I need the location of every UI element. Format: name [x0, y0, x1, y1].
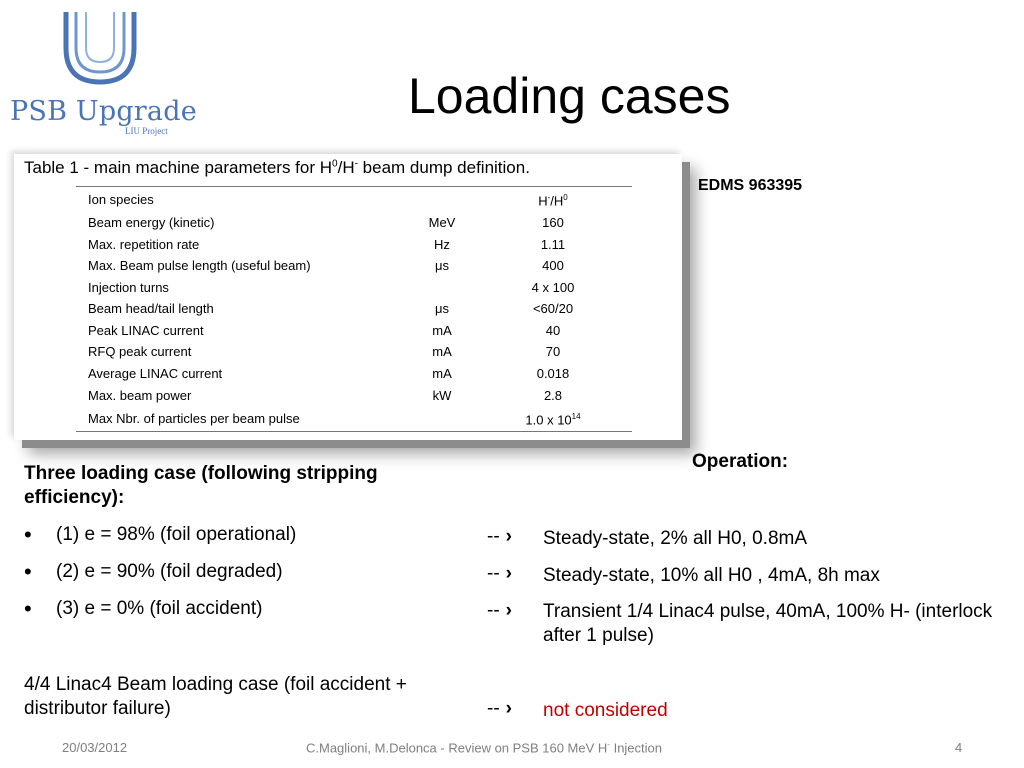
- table-row: [76, 363, 632, 385]
- parameter-value: 4 x 100: [531, 279, 575, 295]
- parameter-value: $H^-/H^0$: [538, 193, 568, 209]
- parameter-unit: [410, 187, 474, 212]
- table-row: [76, 212, 632, 234]
- parameter-unit: mA: [432, 322, 452, 338]
- chevron-right-icon: ›: [505, 698, 512, 719]
- parameter-table: [76, 186, 632, 432]
- dash-icon: --: [487, 563, 500, 584]
- logo-subtitle: LIU Project: [125, 126, 168, 136]
- edms-reference: EDMS 963395: [698, 177, 803, 194]
- psb-upgrade-logo: [8, 8, 197, 138]
- logo-name: PSB Upgrade: [10, 96, 197, 127]
- footer-date: 20/03/2012: [62, 740, 128, 755]
- table-row: [76, 385, 632, 407]
- four-quarter-case: 4/4 Linac4 Beam loading case (foil accident + distributor failure): [24, 674, 407, 719]
- parameter-unit: μs: [435, 301, 449, 317]
- case-text: (2) e = 90% (foil degraded): [56, 561, 283, 582]
- parameter-unit: [410, 406, 474, 431]
- parameter-name: Peak LINAC current: [88, 322, 204, 338]
- table-row: [76, 320, 632, 342]
- parameter-value: 0.018: [536, 366, 570, 382]
- operation-text-1: Steady-state, 2% all H0, 0.8mA: [543, 528, 808, 549]
- arrow-1: [487, 525, 512, 549]
- logo-u-icon: [60, 8, 140, 88]
- parameter-value: 40: [545, 322, 561, 338]
- parameter-name: Max Nbr. of particles per beam pulse: [88, 410, 300, 426]
- footer-page-number: 4: [955, 740, 963, 755]
- operation-text-3: Transient 1/4 Linac4 pulse, 40mA, 100% H- (interlock after 1 pulse): [543, 601, 993, 646]
- parameter-value: <60/20: [532, 301, 574, 317]
- dash-icon: --: [487, 698, 500, 719]
- parameter-name: Ion species: [88, 191, 154, 207]
- table-row: [76, 187, 632, 212]
- arrow-3: [487, 599, 512, 623]
- parameter-value: 400: [542, 258, 564, 274]
- table-row: [76, 406, 632, 431]
- parameter-name: Max. Beam pulse length (useful beam): [88, 258, 311, 274]
- parameter-table-image: [14, 154, 682, 440]
- page-title: Loading cases: [408, 68, 731, 124]
- not-considered-text: not considered: [543, 700, 668, 721]
- parameter-unit: mA: [432, 366, 452, 382]
- parameter-name: Injection turns: [88, 279, 169, 295]
- loading-cases-heading: Three loading case (following stripping efficiency):: [24, 463, 378, 508]
- parameter-unit: [410, 277, 474, 299]
- parameter-unit: Hz: [434, 236, 450, 252]
- parameter-value: 70: [545, 344, 561, 360]
- table-row: [76, 277, 632, 299]
- case-text: (1) e = 98% (foil operational): [56, 524, 297, 545]
- table-row: [76, 341, 632, 363]
- parameter-unit: mA: [432, 344, 452, 360]
- bullet-icon: •: [24, 596, 32, 621]
- parameter-name: Average LINAC current: [88, 366, 223, 382]
- table-row: [76, 298, 632, 320]
- parameter-unit: MeV: [428, 214, 456, 230]
- operation-text-2: Steady-state, 10% all H0 , 4mA, 8h max: [543, 565, 880, 586]
- table-row: [76, 234, 632, 256]
- parameter-unit: kW: [432, 387, 452, 403]
- bullet-icon: •: [24, 522, 32, 547]
- parameter-name: Beam head/tail length: [88, 301, 214, 317]
- table-caption: Table 1 - main machine parameters for $H^0/H^-$ beam dump definition.: [24, 158, 530, 177]
- operation-heading: Operation:: [692, 451, 789, 472]
- chevron-right-icon: ›: [505, 600, 512, 621]
- dash-icon: --: [487, 526, 500, 547]
- parameter-name: Max. beam power: [88, 387, 192, 403]
- parameter-name: Beam energy (kinetic): [88, 214, 215, 230]
- arrow-2: [487, 562, 512, 586]
- chevron-right-icon: ›: [505, 526, 512, 547]
- arrow-4: [487, 697, 512, 721]
- parameter-name: RFQ peak current: [88, 344, 192, 360]
- dash-icon: --: [487, 600, 500, 621]
- parameter-unit: μs: [435, 258, 449, 274]
- bullet-icon: •: [24, 559, 32, 584]
- parameter-value: 1.0 x $10^{14}$: [525, 412, 581, 428]
- parameter-value: 1.11: [540, 236, 566, 252]
- parameter-name: Max. repetition rate: [88, 236, 200, 252]
- table-row: [76, 255, 632, 277]
- footer-center: C.Maglioni, M.Delonca - Review on PSB 160 MeV H- Injection: [306, 740, 663, 756]
- parameter-value: 160: [542, 214, 564, 230]
- parameter-value: 2.8: [543, 387, 563, 403]
- chevron-right-icon: ›: [505, 563, 512, 584]
- case-text: (3) e = 0% (foil accident): [56, 598, 263, 619]
